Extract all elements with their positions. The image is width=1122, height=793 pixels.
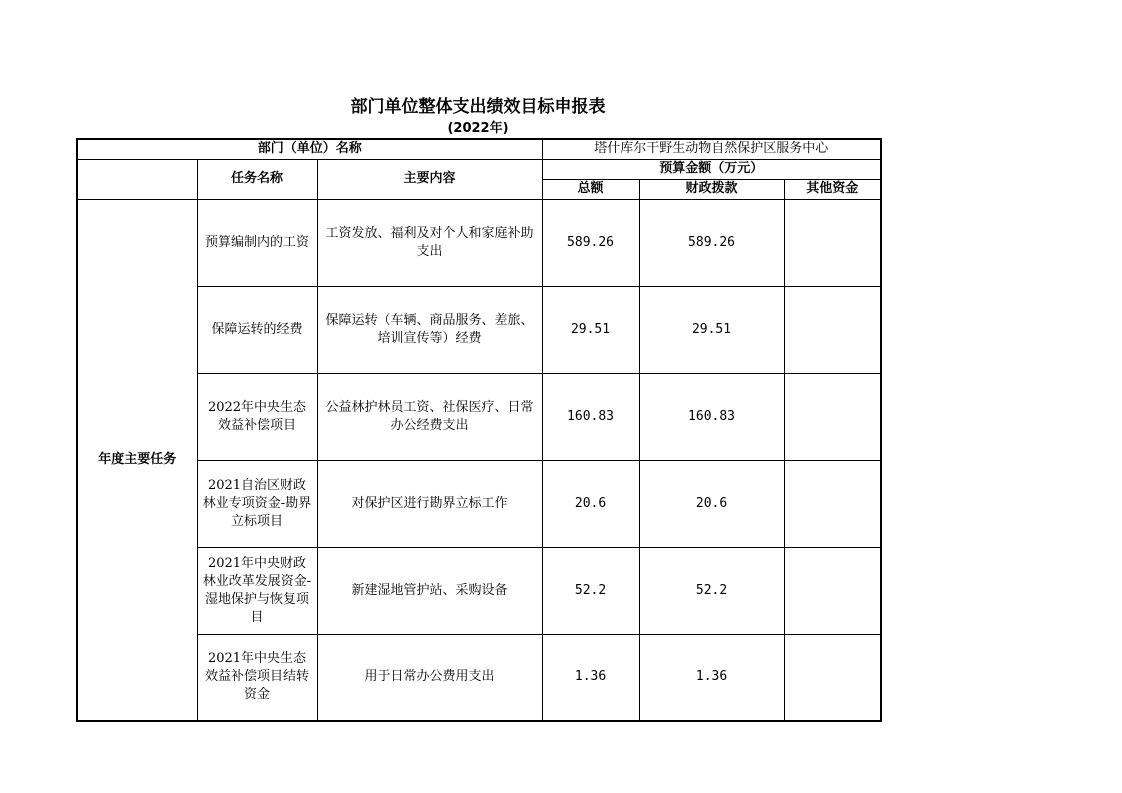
- total-cell: 160.83: [542, 373, 639, 460]
- task-cell: 2021年中央生态效益补偿项目结转资金: [197, 634, 317, 721]
- header-budget-amount: 预算金额（万元）: [542, 159, 881, 179]
- total-cell: 29.51: [542, 286, 639, 373]
- report-year: (2022年): [447, 121, 509, 136]
- other-cell: [784, 286, 881, 373]
- total-cell: 1.36: [542, 634, 639, 721]
- header-other: 其他资金: [784, 179, 881, 199]
- task-cell: 保障运转的经费: [197, 286, 317, 373]
- fiscal-cell: 160.83: [639, 373, 784, 460]
- header-task-name: 任务名称: [197, 159, 317, 199]
- content-cell: 对保护区进行勘界立标工作: [317, 460, 542, 547]
- dept-label: 部门（单位）名称: [77, 139, 542, 159]
- other-cell: [784, 199, 881, 286]
- other-cell: [784, 460, 881, 547]
- content-cell: 新建湿地管护站、采购设备: [317, 547, 542, 634]
- content-cell: 用于日常办公费用支出: [317, 634, 542, 721]
- dept-value: 塔什库尔干野生动物自然保护区服务中心: [542, 139, 881, 159]
- other-cell: [784, 373, 881, 460]
- dept-row: [77, 139, 881, 159]
- header-blank-cell: [77, 159, 197, 199]
- table-row: [77, 460, 881, 547]
- table-row: [77, 547, 881, 634]
- task-cell: 2021自治区财政林业专项资金-勘界立标项目: [197, 460, 317, 547]
- fiscal-cell: 589.26: [639, 199, 784, 286]
- content-cell: 公益林护林员工资、社保医疗、日常办公经费支出: [317, 373, 542, 460]
- content-cell: 保障运转（车辆、商品服务、差旅、培训宣传等）经费: [317, 286, 542, 373]
- table-row: [77, 199, 881, 286]
- section-label: 年度主要任务: [77, 199, 197, 721]
- fiscal-cell: 29.51: [639, 286, 784, 373]
- total-cell: 589.26: [542, 199, 639, 286]
- total-cell: 52.2: [542, 547, 639, 634]
- table-row: [77, 373, 881, 460]
- table-row: [77, 286, 881, 373]
- task-cell: 2021年中央财政林业改革发展资金-湿地保护与恢复项目: [197, 547, 317, 634]
- fiscal-cell: 52.2: [639, 547, 784, 634]
- fiscal-cell: 1.36: [639, 634, 784, 721]
- header-main-content: 主要内容: [317, 159, 542, 199]
- header-total: 总额: [542, 179, 639, 199]
- page-title: 部门单位整体支出绩效目标申报表: [350, 97, 606, 117]
- header-row-1: [77, 159, 881, 179]
- content-cell: 工资发放、福利及对个人和家庭补助支出: [317, 199, 542, 286]
- performance-table: [76, 138, 882, 722]
- total-cell: 20.6: [542, 460, 639, 547]
- header-fiscal: 财政拨款: [639, 179, 784, 199]
- fiscal-cell: 20.6: [639, 460, 784, 547]
- table-row: [77, 634, 881, 721]
- other-cell: [784, 634, 881, 721]
- other-cell: [784, 547, 881, 634]
- task-cell: 预算编制内的工资: [197, 199, 317, 286]
- task-cell: 2022年中央生态效益补偿项目: [197, 373, 317, 460]
